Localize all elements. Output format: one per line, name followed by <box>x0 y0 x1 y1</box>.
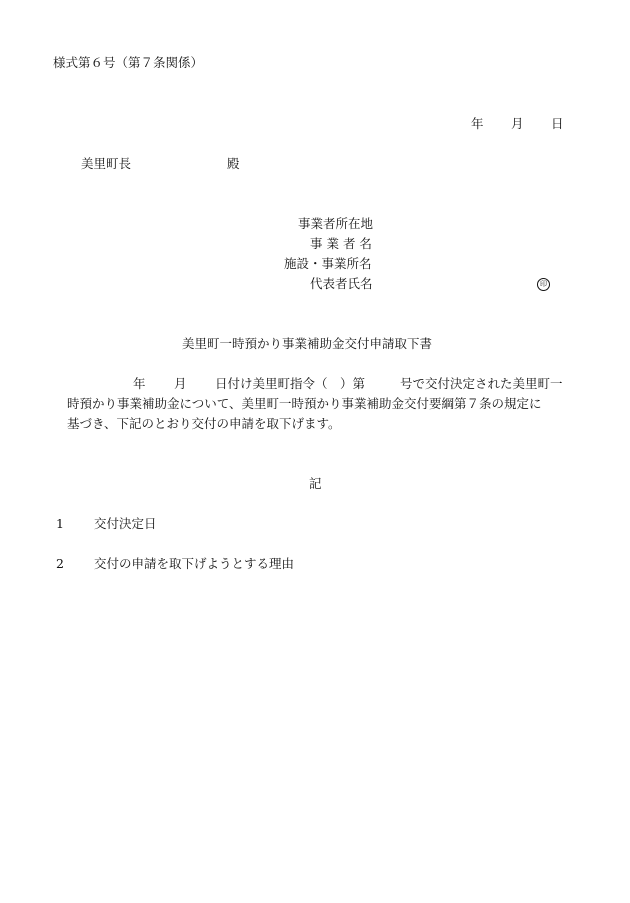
applicant-representative-label: 代表者氏名 <box>310 276 373 291</box>
item-number: 2 <box>56 556 64 571</box>
body-month-label: 月 <box>174 376 187 391</box>
body-line3: 基づき、下記のとおり交付の申請を取下げます。 <box>67 416 341 431</box>
body-year-label: 年 <box>133 376 146 391</box>
addressee-name: 美里町長 <box>81 156 132 171</box>
body-line1-a: 日付け美里町指令（ ）第 <box>215 376 366 391</box>
item-number: 1 <box>56 516 64 531</box>
ki-heading: 記 <box>309 476 322 491</box>
date-year-label: 年 <box>471 116 484 131</box>
addressee-honorific: 殿 <box>227 156 240 171</box>
date-day-label: 日 <box>551 116 564 131</box>
applicant-address-label: 事業者所在地 <box>298 216 374 231</box>
body-line2: 時預かり事業補助金について、美里町一時預かり事業補助金交付要綱第７条の規定に <box>67 396 542 411</box>
applicant-business-name-label: 事 業 者 名 <box>310 236 372 251</box>
applicant-facility-label: 施設・事業所名 <box>284 256 372 271</box>
item-label: 交付決定日 <box>94 516 157 531</box>
document-title: 美里町一時預かり事業補助金交付申請取下書 <box>182 336 433 351</box>
date-month-label: 月 <box>511 116 524 131</box>
seal-icon: 印 <box>537 276 550 292</box>
item-label: 交付の申請を取下げようとする理由 <box>94 556 295 571</box>
form-number: 様式第６号（第７条関係） <box>53 55 204 70</box>
body-line1-b: 号で交付決定された美里町一 <box>400 376 563 391</box>
